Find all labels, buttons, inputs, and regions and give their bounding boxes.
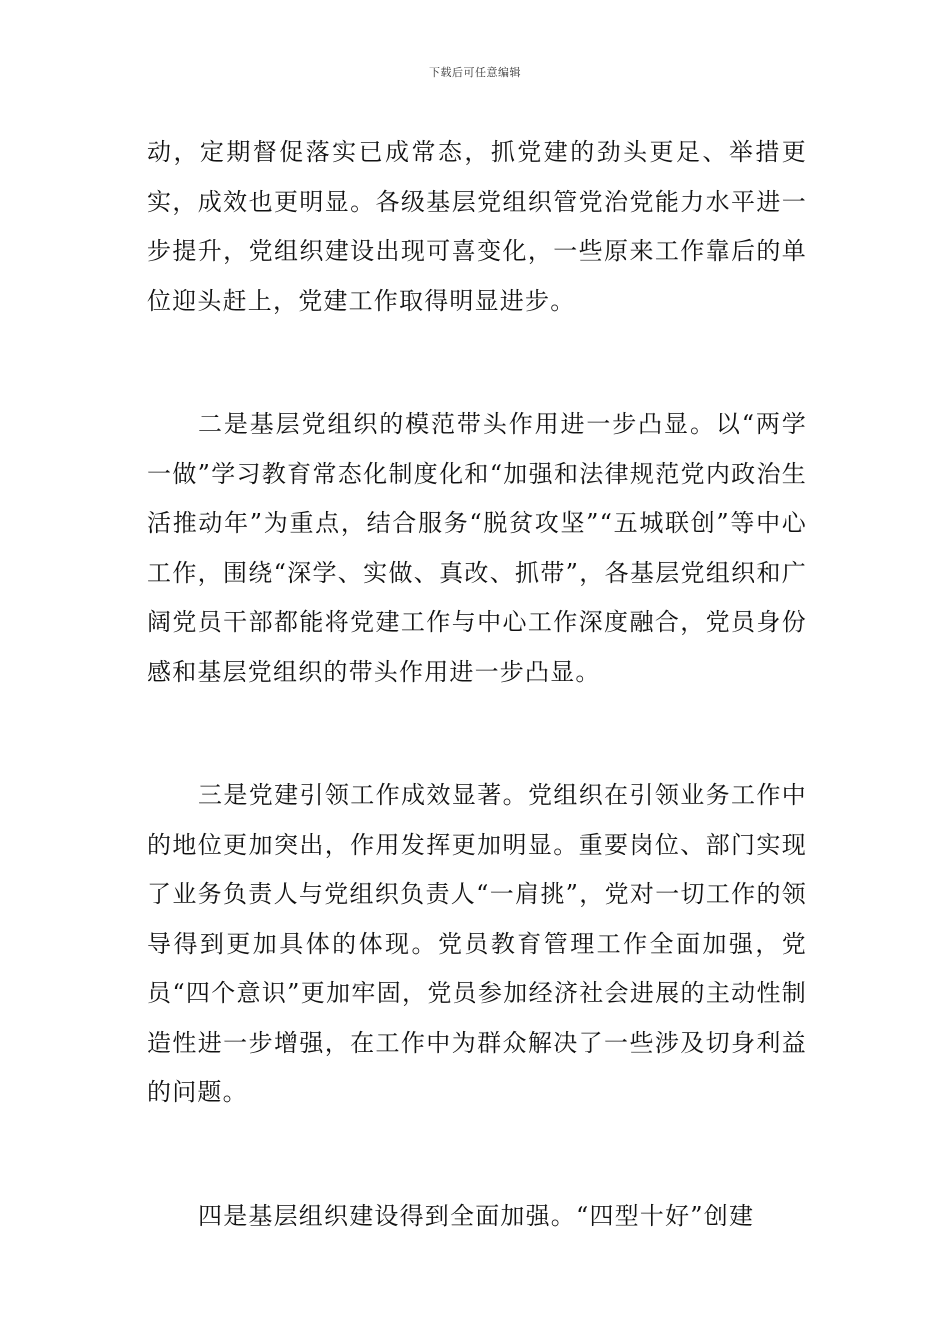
paragraph-point-four: 四是基层组织建设得到全面加强。“四型十好”创建 <box>198 1201 755 1230</box>
document-body <box>147 128 807 1241</box>
paragraph-spacer <box>147 326 807 400</box>
paragraph-point-three: 三是党建引领工作成效显著。党组织在引领业务工作中的地位更加突出，作用发挥更加明显。重要岗位、部门实现了业务负责人与党组织负责人“一肩挑”，党对一切工作的领导得到更加具体的体现。党员教育管理工作全面加强，党员“四个意识”更加牢固，党员参加经济社会进展的主动性制造性进一步增强，在工作中为群众解决了一些涉及切身利益的问题。 <box>147 781 807 1106</box>
paragraph-spacer <box>147 697 807 771</box>
paragraph-continuation: 动，定期督促落实已成常态，抓党建的劲头更足、举措更实，成效也更明显。各级基层党组织管党治党能力水平进一步提升，党组织建设出现可喜变化，一些原来工作靠后的单位迎头赶上，党建工作取得明显进步。 <box>147 138 807 315</box>
paragraph-point-two: 二是基层党组织的模范带头作用进一步凸显。以“两学一做”学习教育常态化制度化和“加强和法律规范党内政治生活推动年”为重点，结合服务“脱贫攻坚”“五城联创”等中心工作，围绕“深学、实做、真改、抓带”，各基层党组织和广阔党员干部都能将党建工作与中心工作深度融合，党员身份感和基层党组织的带头作用进一步凸显。 <box>147 410 807 686</box>
page-header: 下载后可任意编辑 <box>429 66 521 79</box>
paragraph-spacer <box>147 1118 807 1192</box>
